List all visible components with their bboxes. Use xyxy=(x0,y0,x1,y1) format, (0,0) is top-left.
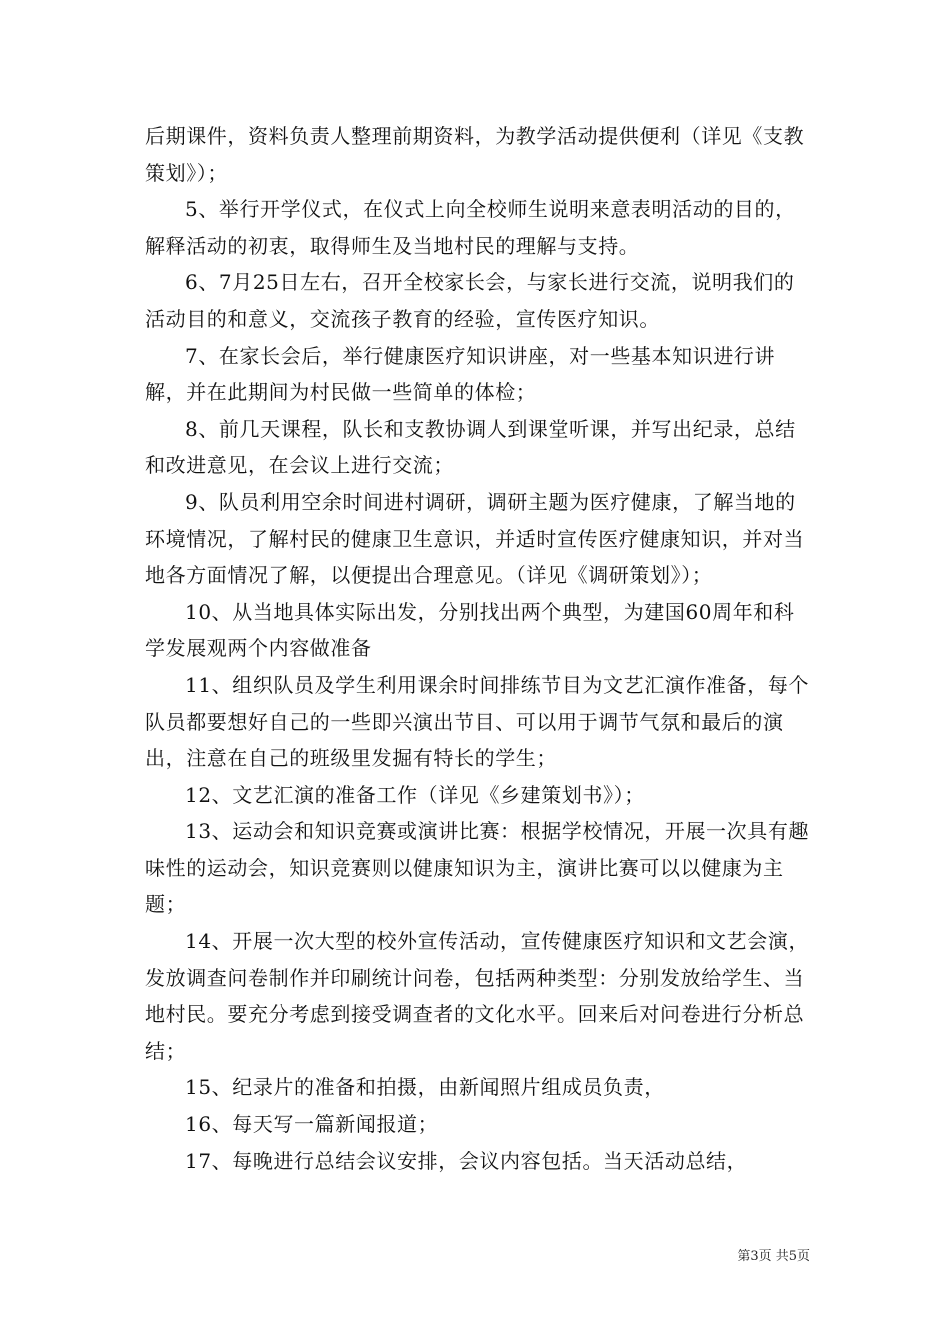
paragraph-7: 10、从当地具体实际出发，分别找出两个典型，为建国60周年和科学发展观两个内容做准备 xyxy=(145,599,795,661)
paragraph-9: 12、文艺汇演的准备工作（详见《乡建策划书》）； xyxy=(185,782,645,807)
paragraph-10: 13、运动会和知识竞赛或演讲比赛：根据学校情况，开展一次具有趣味性的运动会，知识竞赛则以健康知识为主，演讲比赛可以以健康为主题； xyxy=(145,819,810,917)
paragraph-13: 16、每天写一篇新闻报道； xyxy=(185,1112,439,1137)
paragraph-6: 9、队员利用空余时间进村调研，调研主题为医疗健康，了解当地的环境情况，了解村民的健康卫生意识，并适时宣传医疗健康知识，并对当地各方面情况了解，以便提出合理意见。（详见《调研策划》）； xyxy=(145,489,805,588)
page-number-footer: 第3页 共5页 xyxy=(737,1249,810,1264)
paragraph-5: 8、前几天课程，队长和支教协调人到课堂听课，并写出纪录，总结和改进意见，在会议上进行交流； xyxy=(145,416,796,478)
paragraph-2: 5、举行开学仪式，在仪式上向全校师生说明来意表明活动的目的，解释活动的初衷，取得师生及当地村民的理解与支持。 xyxy=(145,197,796,258)
document-body xyxy=(145,118,811,1179)
paragraph-8: 11、组织队员及学生利用课余时间排练节目为文艺汇演作准备，每个队员都要想好自己的一些即兴演出节目、可以用于调节气氛和最后的演出，注意在自己的班级里发掘有特长的学生； xyxy=(145,672,810,771)
paragraph-11: 14、开展一次大型的校外宣传活动，宣传健康医疗知识和文艺会演，发放调查问卷制作并印刷统计问卷，包括两种类型：分别发放给学生、当地村民。要充分考虑到接受调查者的文化水平。回来后对问卷进行分析总结； xyxy=(145,929,810,1063)
paragraph-3: 6、7月25日左右，召开全校家长会，与家长进行交流，说明我们的活动目的和意义，交流孩子教育的经验，宣传医疗知识。 xyxy=(145,270,795,331)
paragraph-12: 15、纪录片的准备和拍摄，由新闻照片组成员负责， xyxy=(185,1075,665,1100)
paragraph-4: 7、在家长会后，举行健康医疗知识讲座，对一些基本知识进行讲解，并在此期间为村民做一些简单的体检； xyxy=(145,343,776,405)
paragraph-14: 17、每晚进行总结会议安排，会议内容包括。当天活动总结， xyxy=(185,1148,748,1173)
paragraph-1: 后期课件，资料负责人整理前期资料，为教学活动提供便利（详见《支教策划》）； xyxy=(145,124,805,185)
